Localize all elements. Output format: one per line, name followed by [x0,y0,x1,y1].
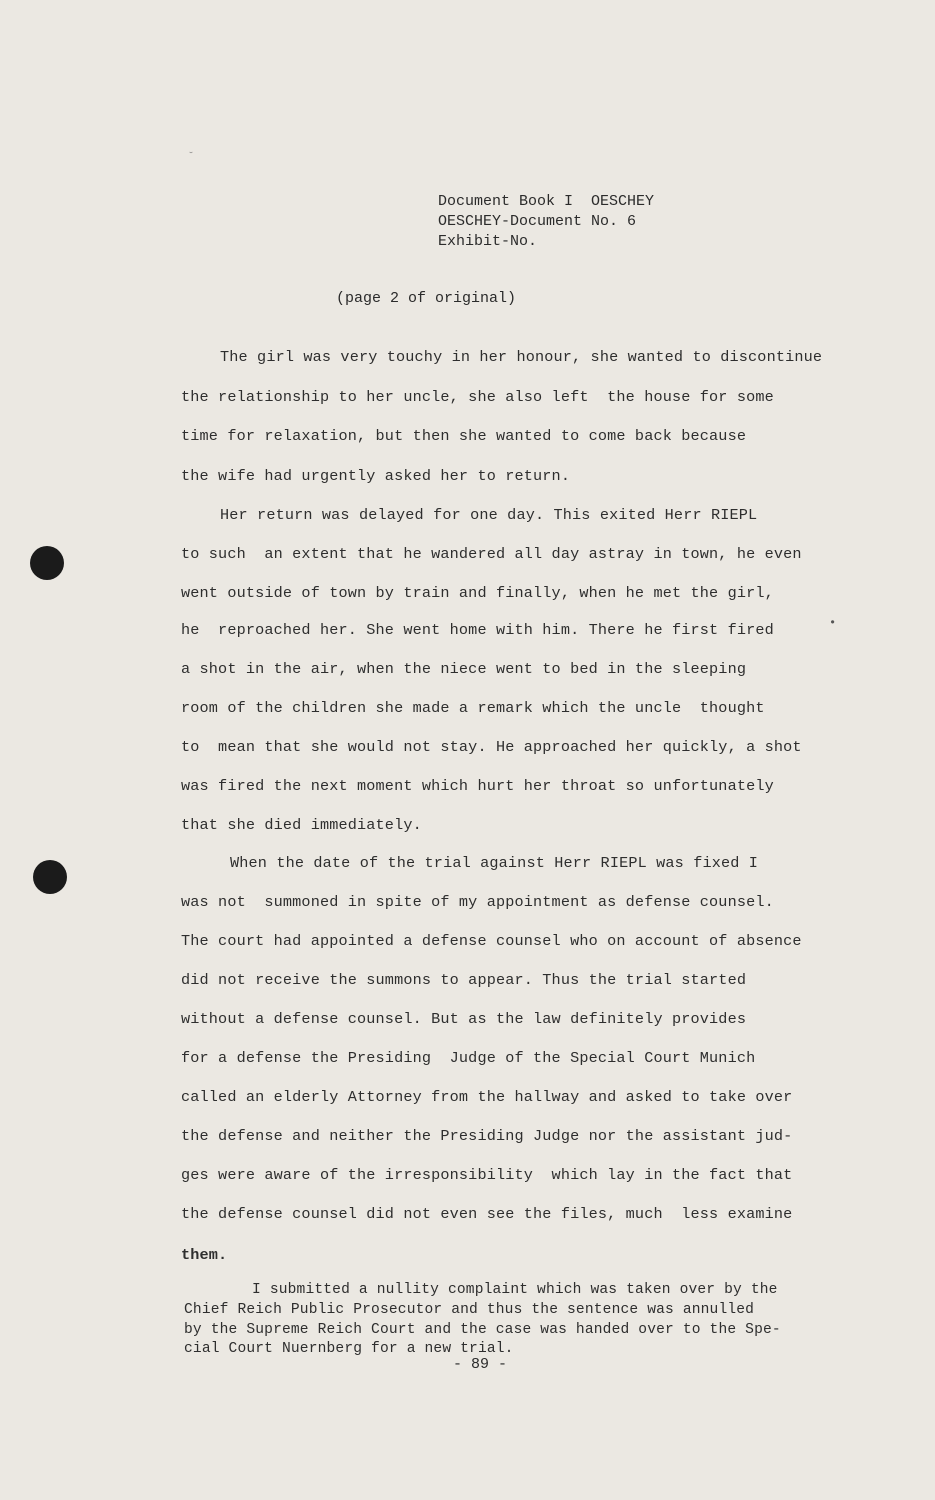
page-number: - 89 - [453,1356,508,1373]
page-of-original: (page 2 of original) [336,290,517,307]
header-exhibit-line: Exhibit-No. [438,233,538,250]
text-line: I submitted a nullity complaint which was taken over by the [252,1282,778,1298]
header-document-line: OESCHEY-Document No. 6 [438,213,637,230]
text-line: was fired the next moment which hurt her throat so unfortunately [181,777,774,795]
text-line: room of the children she made a remark which the uncle thought [181,699,765,717]
text-line: without a defense counsel. But as the law definitely provides [181,1010,747,1028]
header-book-line: Document Book I OESCHEY [438,193,655,210]
text-line: that she died immediately. [181,816,422,834]
text-line: for a defense the Presiding Judge of the Special Court Munich [181,1049,756,1067]
text-line: time for relaxation, but then she wanted to come back because [181,427,747,445]
text-line: he reproached her. She went home with him. There he first fired [181,621,774,639]
text-line: did not receive the summons to appear. Thus the trial started [181,971,747,989]
text-line: Chief Reich Public Prosecutor and thus the sentence was annulled [184,1302,755,1318]
text-line: was not summoned in spite of my appointment as defense counsel. [181,893,774,911]
text-line: When the date of the trial against Herr RIEPL was fixed I [230,854,759,872]
text-line: a shot in the air, when the niece went to bed in the sleeping [181,660,747,678]
text-line: went outside of town by train and finally, when he met the girl, [181,584,774,602]
margin-mark: ˘ [188,152,195,163]
punch-hole-top [30,546,64,580]
text-line: called an elderly Attorney from the hallway and asked to take over [181,1088,793,1106]
text-line: to mean that she would not stay. He approached her quickly, a shot [181,738,802,756]
punch-hole-bottom [33,860,67,894]
text-line: cial Court Nuernberg for a new trial. [184,1341,514,1357]
margin-dot: • [829,616,837,630]
text-line: The court had appointed a defense counsel who on account of absence [181,932,802,950]
text-line: the relationship to her uncle, she also left the house for some [181,388,774,406]
document-header [438,192,654,252]
text-line: them. [181,1246,228,1264]
text-line: by the Supreme Reich Court and the case was handed over to the Spe- [184,1322,781,1338]
text-line: to such an extent that he wandered all day astray in town, he even [181,545,802,563]
text-line: the defense and neither the Presiding Judge nor the assistant jud- [181,1127,793,1145]
text-line: Her return was delayed for one day. This exited Herr RIEPL [220,506,758,524]
text-line: the defense counsel did not even see the files, much less examine [181,1205,793,1223]
text-line: ges were aware of the irresponsibility which lay in the fact that [181,1166,793,1184]
text-line: The girl was very touchy in her honour, she wanted to discontinue [220,348,823,366]
text-line: the wife had urgently asked her to return. [181,467,571,485]
